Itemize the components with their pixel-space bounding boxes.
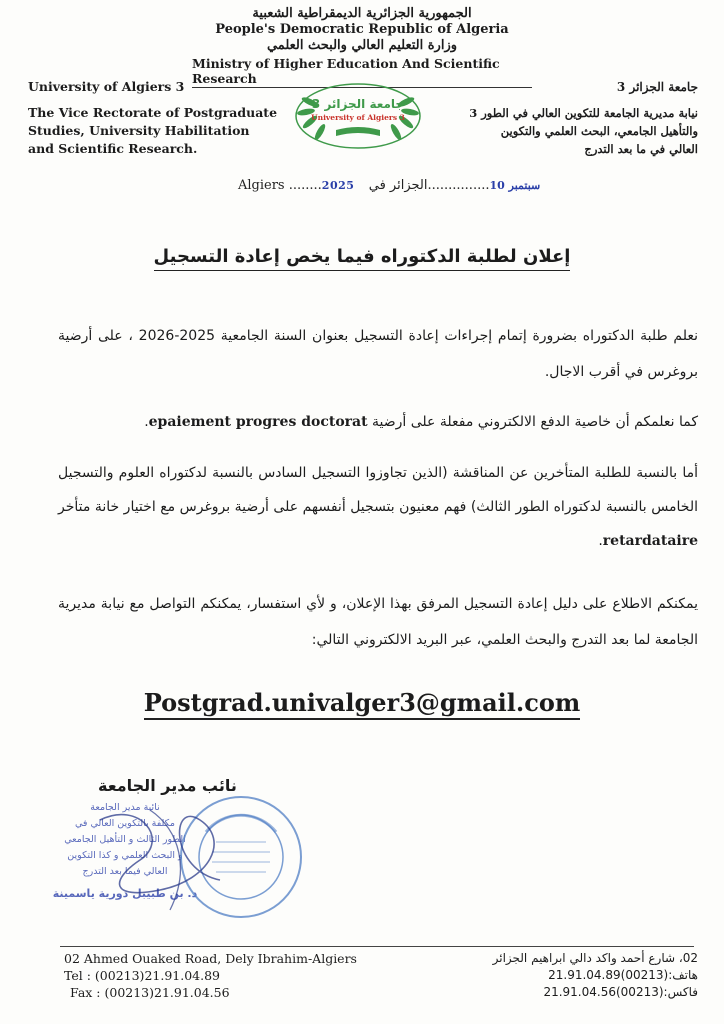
stamp-line: الطور الثالث و التأهيل الجامعي [64,834,186,845]
university-name-arabic: جامعة الجزائر 3 [616,80,698,94]
epayment-platform-name: epaiement progres doctorat [148,414,368,430]
paragraph-late-students-text: أما بالنسبة للطلبة المتأخرين عن المناقشة (الذين تجاوزوا التسجيل السادس بالنسبة لدكتوراه العلوم والتسجيل الخامس بالنسبة لدكتوراه الطور الثالث) فهم معنيون بتسجيل أنفسهم على أرضية بروغرس مع اختيار خانة متأخر [58,465,698,515]
footer-fax-arabic: فاكس:(00213)21.91.04.56 [543,985,698,999]
footer-tel-english: Tel : (00213)21.91.04.89 [64,968,220,983]
left-letterhead [28,78,278,158]
stamp-line: العالي فيما بعد التدرج [82,866,168,877]
date-prefix: Algiers ........ [238,178,322,193]
footer-tel-arabic: هاتف:(00213)21.91.04.89 [548,968,698,982]
contact-email-text: Postgrad.univalger3@gmail.com [144,688,580,720]
republic-arabic: الجمهورية الجزائرية الديمقراطية الشعبية [252,6,472,21]
stamp-signatory-name: د. بن طبيبل دورية ياسمينة [52,887,198,900]
stamp-line: مكلفة بالتكوين العالي في [74,818,176,829]
footer-address-arabic: 02، شارع أحمد واكد دالي ابراهيم الجزائر [492,951,698,965]
right-letterhead [468,78,698,158]
date-line [238,178,540,193]
paragraph-epayment-text: كما نعلمكم أن خاصية الدفع الالكتروني مفعلة على أرضية [372,414,698,430]
university-logo [292,80,424,152]
ministry-arabic: وزارة التعليم العالي والبحث العلمي [266,38,458,53]
footer-divider [60,946,694,947]
footer-english [64,950,357,1001]
announcement-title [0,246,724,267]
footer-arabic [493,950,698,1001]
announcement-title-text: إعلان لطلبة الدكتوراه فيما يخص إعادة التسجيل [154,246,571,271]
office-name-english: The Vice Rectorate of Postgraduate Studies, University Habilitation and Scientific Research. [28,105,278,156]
office-name-arabic: نيابة مديرية الجامعة للتكوين العالي في الطور 3 والتأهيل الجامعي، البحث العلمي والتكوين العالي في ما بعد التدرج [469,106,698,156]
paragraph-contact: يمكنكم الاطلاع على دليل إعادة التسجيل المرفق بهذا الإعلان، و لأي استفسار، يمكنكم التواصل مع نيابة مديرية الجامعة لما بعد التدرج والبحث العلمي، عبر البريد الالكتروني التالي: [58,596,698,648]
paragraph-epayment: كما نعلمكم أن خاصية الدفع الالكتروني مفعلة على أرضية epaiement progres doctorat. [144,414,698,430]
republic-english: People's Democratic Republic of Algeria [215,22,509,37]
stamp-line: نائبة مدير الجامعة [90,802,160,813]
paragraph-reregistration: نعلم طلبة الدكتوراه بضرورة إتمام إجراءات إعادة التسجيل بعنوان السنة الجامعية 2025-2026 ، على أرضية بروغرس في أقرب الاجال. [58,328,699,380]
signatory-title: نائب مدير الجامعة [98,776,237,795]
logo-arabic-text: جامعة الجزائر 3 [311,97,405,111]
ministry-english: Ministry of Higher Education And Scientific Research [192,56,532,88]
date-stamp: 2025 سبتمبر 10 [321,179,541,192]
book-icon [336,127,380,136]
footer-address-english: 02 Ahmed Ouaked Road, Dely Ibrahim-Algiers [64,951,357,966]
footer-fax-english: Fax : (00213)21.91.04.56 [70,985,230,1000]
paragraph-late-students: أما بالنسبة للطلبة المتأخرين عن المناقشة (الذين تجاوزوا التسجيل السادس بالنسبة لدكتوراه العلوم والتسجيل الخامس بالنسبة لدكتوراه الطور الثالث) فهم معنيون بتسجيل أنفسهم على أرضية بروغرس مع اختيار خانة متأخر retardataire. [58,465,698,549]
date-suffix: ............... [427,178,490,193]
contact-email [0,688,724,717]
stamp-line: و البحث العلمي و كذا التكوين [67,850,183,861]
retardataire-option: retardataire [602,533,698,549]
handwritten-signature-icon [80,780,280,930]
logo-english-text: University of Algiers 3 [311,113,405,122]
date-arabic-label: الجزائر في [368,178,428,193]
university-name-english: University of Algiers 3 [28,79,185,94]
